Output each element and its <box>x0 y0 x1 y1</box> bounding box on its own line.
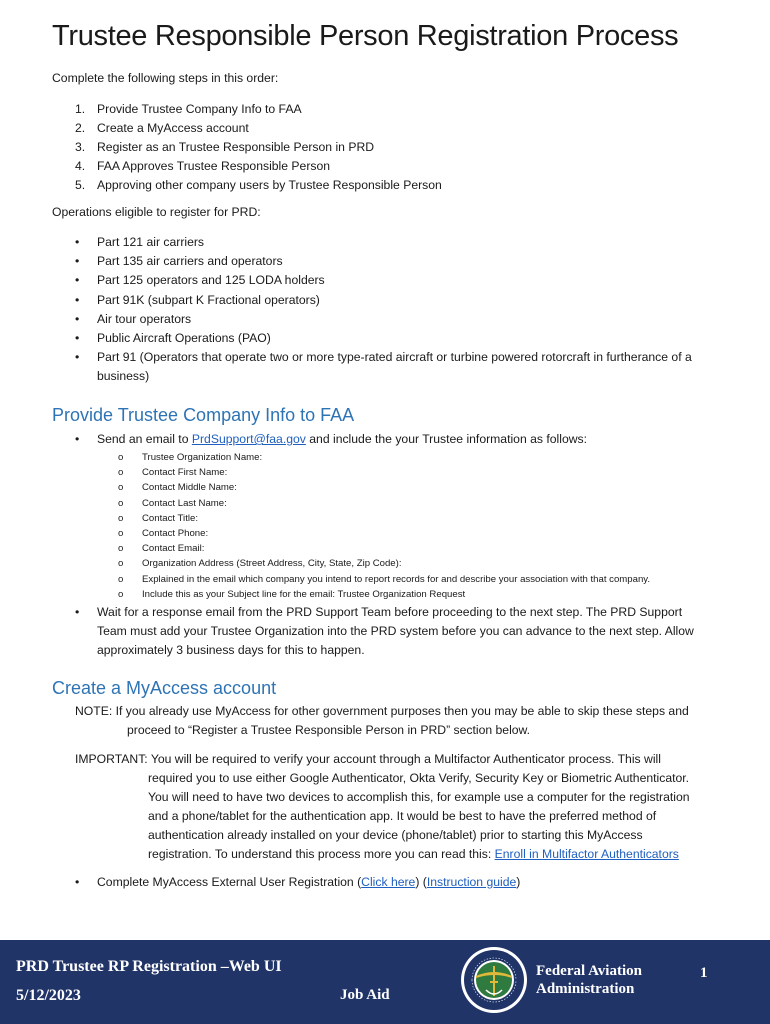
list-item: • Part 135 air carriers and operators <box>75 254 283 269</box>
list-item: o Contact Middle Name: <box>118 482 237 494</box>
list-item: • Part 125 operators and 125 LODA holders <box>75 273 325 288</box>
list-item: 1. Provide Trustee Company Info to FAA <box>75 102 302 116</box>
footer-date: 5/12/2023 <box>16 987 81 1004</box>
list-item: • Public Aircraft Operations (PAO) <box>75 331 271 346</box>
faa-seal-icon <box>460 946 528 1014</box>
operations-list <box>75 233 737 387</box>
list-item: o Contact First Name: <box>118 467 228 479</box>
list-item: o Organization Address (Street Address, City, State, Zip Code): <box>118 558 402 570</box>
list-item: o Include this as your Subject line for the email: Trustee Organization Request <box>118 588 466 600</box>
intro-text: Complete the following steps in this order: <box>52 71 279 85</box>
email-instruction <box>75 430 587 449</box>
list-item: 3. Register as an Trustee Responsible Person in PRD <box>75 140 375 154</box>
page-footer <box>0 940 770 1024</box>
list-item: • Part 121 air carriers <box>75 235 205 249</box>
list-item: o Trustee Organization Name: <box>118 452 263 463</box>
list-item: o Contact Last Name: <box>118 497 227 509</box>
footer-title: PRD Trustee RP Registration –Web UI <box>16 958 282 975</box>
list-item: • Air tour operators <box>75 311 192 326</box>
section-heading-myaccess: Create a MyAccess account <box>52 678 277 698</box>
list-item: • Complete MyAccess External User Registration (Click here) (Instruction guide) <box>75 875 521 889</box>
list-item: 5. Approving other company users by Trustee Responsible Person <box>75 178 442 192</box>
list-item: • Part 91 (Operators that operate two or more type-rated aircraft or turbine powered rotorcraft in furtherance of a business) <box>75 350 692 384</box>
wait-instruction <box>75 603 694 661</box>
note-line: NOTE: If you already use MyAccess for other government purposes then you may be able to skip these steps and <box>75 704 689 718</box>
list-item: o Explained in the email which company you intend to report records for and describe your association with that company. <box>118 573 651 585</box>
list-item: • Send an email to PrdSupport@faa.gov and include the your Trustee information as follows: <box>75 432 588 446</box>
important-line: You will need to have two devices to accomplish this, for example use a computer for the registration <box>148 790 690 804</box>
steps-list <box>75 100 442 195</box>
section-heading-company-info: Provide Trustee Company Info to FAA <box>52 405 355 425</box>
page-title: Trustee Responsible Person Registration Process <box>52 20 679 52</box>
complete-registration-instruction <box>75 873 520 892</box>
list-item: 4. FAA Approves Trustee Responsible Person <box>75 159 331 173</box>
page-number: 1 <box>700 965 708 981</box>
list-item: o Contact Title: <box>118 512 198 524</box>
important-line: IMPORTANT: You will be required to verify your account through a Multifactor Authenticator process. This will <box>75 752 661 766</box>
important-line: required you to use either Google Authenticator, Okta Verify, Security Key or Biometric Authenticator. <box>148 771 690 785</box>
important-line: and a phone/tablet for the authentication app. It would be best to have the preferred method of <box>148 809 657 823</box>
footer-organization: Federal Aviation Administration <box>536 963 642 997</box>
click-here-link[interactable]: Click here <box>361 875 416 889</box>
list-item: 2. Create a MyAccess account <box>75 121 249 135</box>
important-line: registration. To understand this process more you can read this: Enroll in Multifactor Authenticators <box>148 847 679 861</box>
list-item: • Wait for a response email from the PRD Support Team before proceeding to the next step. The PRD Support Team must add your Trustee Organization into the PRD system before you can advance to the next step. Allow approximately 3 business days for this to happen. <box>75 605 694 658</box>
note-paragraph <box>75 702 735 740</box>
list-item: • Part 91K (subpart K Fractional operators) <box>75 292 320 307</box>
footer-job-aid: Job Aid <box>340 987 390 1003</box>
important-paragraph <box>75 750 745 864</box>
prd-support-email-link[interactable]: PrdSupport@faa.gov <box>191 432 306 446</box>
operations-intro: Operations eligible to register for PRD: <box>52 205 261 219</box>
instruction-guide-link[interactable]: Instruction guide <box>426 875 517 889</box>
list-item: o Contact Phone: <box>118 527 209 539</box>
mfa-enroll-link[interactable]: Enroll in Multifactor Authenticators <box>494 847 679 861</box>
email-fields-list <box>118 450 650 602</box>
important-line: authentication already installed on your device (phone/tablet) prior to starting this MyAccess <box>148 828 643 842</box>
list-item: o Contact Email: <box>118 543 205 555</box>
note-line: proceed to “Register a Trustee Responsible Person in PRD” section below. <box>127 723 531 737</box>
